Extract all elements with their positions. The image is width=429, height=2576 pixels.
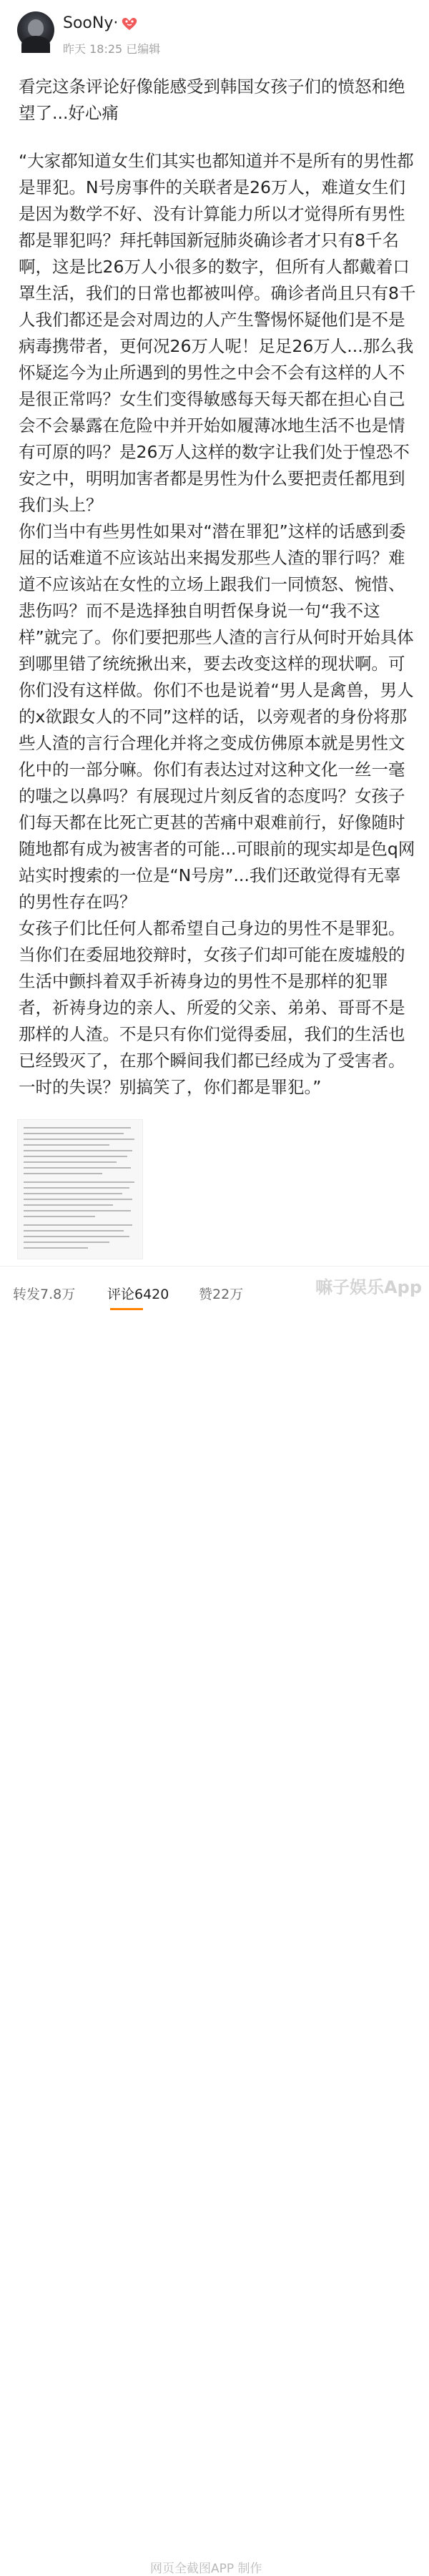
thumb-text-line bbox=[24, 1127, 131, 1129]
thumb-text-line bbox=[24, 1230, 124, 1232]
thumb-text-line bbox=[24, 1216, 95, 1217]
heart-badge-icon bbox=[120, 16, 139, 31]
username[interactable]: SooNy· bbox=[63, 14, 119, 32]
thumb-text-line bbox=[24, 1224, 132, 1226]
thumb-text-line bbox=[24, 1247, 88, 1249]
thumb-text-line bbox=[24, 1150, 132, 1151]
attached-image-thumbnail[interactable] bbox=[17, 1119, 143, 1259]
thumb-text-line bbox=[24, 1193, 122, 1194]
post-intro: 看完这条评论好像能感受到韩国女孩子们的愤怒和绝望了...好心痛 bbox=[19, 77, 405, 123]
post-body bbox=[19, 74, 416, 1122]
screenshot-app-watermark: 网页全截图APP 制作 bbox=[150, 2562, 262, 2576]
thumb-text-line bbox=[24, 1204, 113, 1206]
thumb-text-line bbox=[24, 1181, 134, 1183]
thumb-text-line bbox=[24, 1236, 129, 1237]
thumb-text-line bbox=[24, 1210, 131, 1211]
thumb-text-line bbox=[24, 1199, 132, 1200]
post-quote: “大家都知道女生们其实也都知道并不是所有的男性都是罪犯。N号房事件的关联者是26万人，难道女生们是因为数学不好、没有计算能力所以才觉得所有男性都是罪犯吗？拜托韩国新冠肺炎确诊者才只有8千名啊，这是比26万人小很多的数字，但所有人都戴着口罩生活，我们的日常也都被叫停。确诊者尚且只有8千人我们都还是会对周边的人产生警惕怀疑他们是不是病毒携带者，更何况26万人呢！足足26万人...那么我怀疑迄今为止所遇到的男性之中会不会有这样的人不是很正常吗？女生们变得敏感每天每天都在担心自己会不会暴露在危险中并开始如履薄冰地生活不也是情有可原的吗？是26万人这样的数字让我们处于惶恐不安之中，明明加害者都是男性为什么要把责任都甩到我们头上？ 你们当中有些男性如果对“潜在罪犯”这样的话感到委屈的话难道不应该站出来揭发那些人渣的罪行吗？难道不应该站在女性的立场上跟我们一同愤怒、惋惜、悲伤吗？而不是选择独自明哲保身说一句“我不这样”就完了。你们要把那些人渣的言行从何时开始具体到哪里错了统统揪出来，要去改变这样的现状啊。可你们没有这样做。你们不也是说着“男人是禽兽，男人的x欲跟女人的不同”这样的话，以旁观者的身份将那些人渣的言行合理化并将之变成仿佛原本就是男性文化中的一部分嘛。你们有表达过对这种文化一丝一毫的嗤之以鼻吗？有展现过片刻反省的态度吗？女孩子们每天都在比死亡更甚的苦痛中艰难前行，好像随时随地都有成为被害者的可能...可眼前的现实却是色q网站实时搜索的一位是“N号房”...我们还敢觉得有无辜的男性存在吗？ 女孩子们比任何人都希望自己身边的男性不是罪犯。当你们在委屈地狡辩时，女孩子们却可能在废墟般的生活中颤抖着双手祈祷身边的男性不是那样的犯罪者，祈祷身边的亲人、所爱的父亲、弟弟、哥哥不是那样的人渣。不是只有你们觉得委屈，我们的生活也已经毁灭了，在那个瞬间我们都已经成为了受害者。一时的失误？别搞笑了，你们都是罪犯。” bbox=[19, 151, 416, 1097]
thumb-text-line bbox=[24, 1144, 109, 1146]
repost-tab[interactable]: 转发7.8万 bbox=[13, 1287, 76, 1302]
thumb-text-line bbox=[24, 1187, 129, 1189]
post-time: 昨天 18:25 已编辑 bbox=[63, 42, 161, 56]
brand-watermark: 嘛子娱乐App bbox=[315, 1277, 422, 1297]
like-tab[interactable]: 赞22万 bbox=[199, 1287, 244, 1302]
thumb-text-line bbox=[24, 1156, 127, 1157]
avatar-face bbox=[28, 19, 44, 36]
active-tab-indicator bbox=[110, 1308, 143, 1310]
comment-tab[interactable]: 评论6420 bbox=[107, 1287, 169, 1302]
avatar[interactable] bbox=[17, 11, 54, 49]
thumb-text-line bbox=[24, 1173, 102, 1174]
avatar-body bbox=[21, 36, 50, 53]
thumb-text-line bbox=[24, 1133, 124, 1134]
thumb-text-line bbox=[24, 1139, 134, 1140]
post-header bbox=[0, 0, 429, 64]
thumb-text-line bbox=[24, 1167, 131, 1169]
thumb-text-line bbox=[24, 1242, 109, 1243]
thumb-text-line bbox=[24, 1161, 117, 1163]
